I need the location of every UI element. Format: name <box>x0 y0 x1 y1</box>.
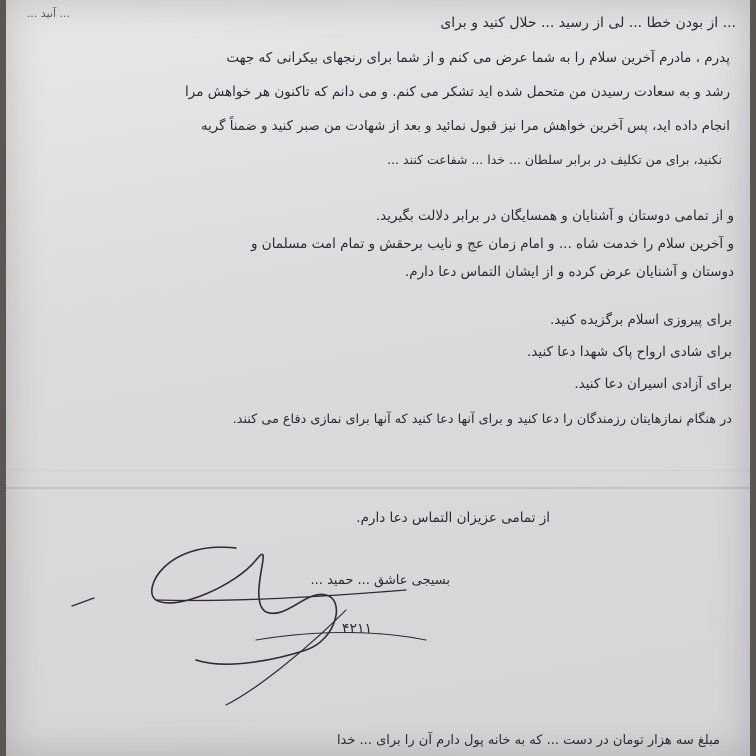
paper-fold-faint <box>6 470 750 471</box>
prayer-line-3: برای آزادی اسیران دعا کنید. <box>574 376 732 392</box>
paragraph1-line-4: نکنید، برای من تکلیف در برابر سلطان ... خدا ... شفاعت کنند ... <box>387 152 722 167</box>
prayer-line-1: برای پیروزی اسلام برگزیده کنید. <box>550 312 732 328</box>
signature-number: ۴۲۱۱ <box>341 621 372 637</box>
prayer-line-4: در هنگام نمازهایتان رزمندگان را دعا کنید و برای آنها دعا کنید که آنها برای نمازی دفاع می کنند. <box>232 412 732 427</box>
paragraph2-line-1: و از تمامی دوستان و آشنایان و همسایگان در برابر دلالت بگیرید. <box>375 208 734 224</box>
closing-request: از تمامی عزیزان التماس دعا دارم. <box>356 510 550 526</box>
prayer-line-2: برای شادی ارواح پاک شهدا دعا کنید. <box>527 344 732 360</box>
paper-fold <box>6 487 750 489</box>
paragraph1-line-3: انجام داده اید، پس آخرین خواهش مرا نیز قبول نمائید و بعد از شهادت من صبر کنید و ضمناً گریه <box>200 119 730 134</box>
paragraph1-line-1: پدرم ، مادرم آخرین سلام را به شما عرض می کنم و از شما برای رنجهای بیکرانی که جهت <box>226 50 730 66</box>
letter-header-corner: ... آنید ... <box>26 7 70 20</box>
signature-name: بسیجی عاشق ... حمید ... <box>310 573 450 588</box>
paragraph2-line-2: و آخرین سلام را خدمت شاه ... و امام زمان عج و نایب برحقش و تمام امت مسلمان و <box>250 236 734 252</box>
paragraph2-line-3: دوستان و آشنایان عرض کرده و از ایشان التماس دعا دارم. <box>404 264 734 280</box>
footer-note: مبلغ سه هزار تومان در دست ... که به خانه پول دارم آن را برای ... خدا <box>336 733 720 748</box>
paragraph1-line-2: رشد و به سعادت رسیدن من متحمل شده اید تشکر می کنم. و می دانم که تاکنون هر خواهش مرا <box>185 84 730 100</box>
letter-header-line: ... از بودن خطا ... لی از رسید ... حلال کنید و برای <box>440 15 736 31</box>
letter-page <box>6 0 750 756</box>
